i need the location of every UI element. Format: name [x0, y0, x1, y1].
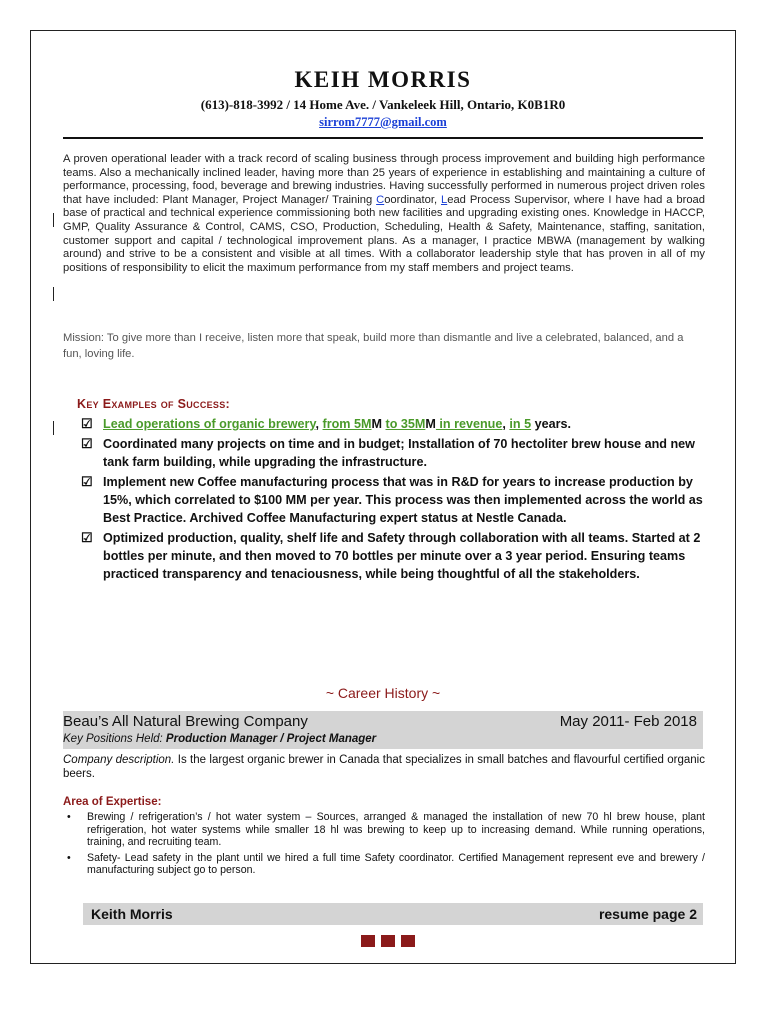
area-of-expertise-heading: Area of Expertise: — [63, 796, 162, 808]
career-history-heading: ~ Career History ~ — [325, 685, 441, 701]
plain-text: M — [371, 417, 386, 431]
key-example-text: Implement new Coffee manufacturing process that was in R&D for years to increase production by 15%, which correlated to $100 MM per year. This process was then implemented across the world as Best Practice. Archived Coffee Manufacturing expert status at Nestle Canada. — [103, 475, 703, 525]
bullet-icon: • — [67, 811, 71, 823]
company-name: Beau’s All Natural Brewing Company — [63, 713, 308, 730]
expertise-text: Safety- Lead safety in the plant until we hired a full time Safety coordinator. Certified Management represent eve and brewery / manufacturing subject go to person. — [87, 851, 705, 877]
plain-text: years. — [531, 417, 572, 431]
highlight-text: in 5 — [509, 417, 532, 431]
highlight-text: in revenue — [435, 417, 503, 431]
key-examples-heading: Key Examples of Success: — [77, 397, 230, 411]
bullet-icon: • — [67, 851, 71, 864]
checkbox-icon: ☑ — [81, 474, 93, 489]
company-description-text: Is the largest organic brewer in Canada that specializes in small batches and flavourful certified organic beers. — [63, 754, 705, 780]
square-icon — [361, 935, 375, 947]
checkbox-icon: ☑ — [81, 416, 93, 431]
key-examples-list — [81, 415, 711, 585]
summary-paragraph — [63, 153, 705, 275]
summary-text: A proven operational leader with a track record of scaling business through process improvement and building high performance teams. Also a mechanically inclined leader, having more than 25 years of experience in establishing and maintaining a culture of performance, processing, food, beverage and brewing industries. Having successfully performed in numerous project driven roles that have included: Plant Manager, Project Manager/ Training — [63, 153, 705, 206]
company-description-label: Company description. — [63, 754, 175, 766]
mission-statement: Mission: To give more than I receive, listen more that speak, build more than dismantle and live a celebrated, balanced, and a fun, loving life. — [63, 332, 684, 360]
resume-page — [30, 30, 736, 964]
checkbox-icon: ☑ — [81, 436, 93, 451]
square-icon — [401, 935, 415, 947]
summary-edit-mark: C — [376, 193, 385, 206]
company-description — [63, 753, 705, 781]
key-example-text: Optimized production, quality, shelf life and Safety through collaboration with all teams. Started at 2 bottles per minute, and then moved to 70 bottles per minute over a 3 year period. Ensuring teams practiced transparency and tenaciousness, while being thoughtful of all the stakeholders. — [103, 531, 701, 581]
list-item — [63, 811, 705, 849]
key-example-text: Coordinated many projects on time and in budget; Installation of 70 hectoliter brew house and new tank farm building, while upgrading the infrastructure. — [103, 437, 695, 469]
highlight-text: from 5M — [322, 417, 372, 431]
list-item — [63, 852, 705, 877]
positions-value: Production Manager / Project Manager — [165, 733, 377, 745]
highlight-text: Lead operations of organic brewery — [103, 417, 316, 431]
list-item — [81, 529, 711, 583]
checkbox-icon: ☑ — [81, 530, 93, 545]
change-bar — [53, 213, 54, 227]
job-header-bar — [63, 711, 703, 749]
footer-page-label: resume page 2 — [598, 906, 697, 922]
change-bar — [53, 287, 54, 301]
change-bar — [53, 421, 54, 435]
footer-name: Keith Morris — [91, 906, 173, 922]
expertise-list — [63, 811, 705, 880]
job-dates: May 2011- Feb 2018 — [559, 713, 697, 730]
expertise-text: Brewing / refrigeration’s / hot water system – Sources, arranged & managed the installation of new 70 hl brew house, plant refrigeration, hot water systems while smaller 18 hl was brewing to keep up to increasing demand. While running operations, training, and recruiting team. — [87, 811, 705, 849]
plain-text: M — [425, 417, 436, 431]
page-footer — [83, 903, 703, 925]
contact-line: (613)-818-3992 / 14 Home Ave. / Vankeleek Hill, Ontario, K0B1R0 — [200, 97, 566, 112]
highlight-text: to 35M — [385, 417, 426, 431]
summary-edit-mark: L — [441, 193, 448, 206]
header-divider — [63, 137, 703, 139]
list-item — [81, 473, 711, 527]
plain-text: , — [502, 417, 510, 431]
summary-text: ead Process Supervisor, where I have had a broad base of practical and technical experience commissioning both new facilities and upgrading existing ones. Knowledge in HACCP, GMP, Quality Assurance & Control, CAMS, CSO, Production, Scheduling, Health & Safety, Maintenance, staffing, sanitation, customer support and capital / technological improvement plans. As a manager, I practice MBWA (management by walking around) and strive to be a consistent and visible at all times. With a collaborator leadership style that has proven in all of my positions of responsibility to elicit the maximum performance from my staff members and project teams. — [63, 193, 705, 274]
summary-text: oordinator, — [384, 193, 441, 206]
resume-name: KEIH MORRIS — [294, 67, 472, 92]
positions-held — [63, 733, 376, 745]
positions-label: Key Positions Held: — [63, 733, 166, 745]
plain-text: , — [315, 417, 323, 431]
email-link[interactable]: sirrom7777@gmail.com — [319, 115, 447, 129]
key-example-text — [103, 415, 711, 433]
list-item — [81, 435, 711, 471]
list-item — [81, 415, 711, 433]
square-icon — [381, 935, 395, 947]
decorative-squares — [361, 935, 415, 947]
